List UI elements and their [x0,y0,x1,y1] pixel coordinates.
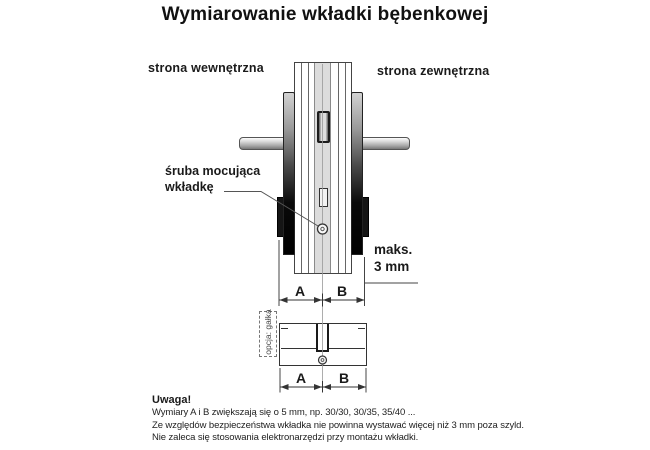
chamfer-line-right [358,328,365,329]
dimension-b-small: B [338,370,350,386]
max-protrusion-line1: maks. [374,242,413,257]
cylinder-channel [314,63,331,273]
screw-label-line2: wkładkę [165,179,214,194]
spindle-left [239,137,284,150]
note-heading: Uwaga! [152,394,192,406]
page-title: Wymiarowanie wkładki bębenkowej [161,4,489,25]
dimension-a-main: A [294,283,306,299]
dimension-b-main: B [336,283,348,299]
door-layer-line [345,63,346,273]
cylinder-slot [319,188,328,207]
door-layer-line [338,63,339,273]
note-line-3: Nie zaleca się stosowania elektronarzędzi przy montażu wkładki. [152,432,419,444]
cylinder-cam [317,111,330,143]
spindle-right [362,137,410,150]
note-line-1: Wymiary A i B zwiększają się o 5 mm, np. 30/30, 30/35, 35/40 ... [152,407,416,418]
chamfer-line-left [281,328,288,329]
outer-side-label: strona zewnętrzna [377,64,490,78]
max-protrusion-label [374,242,412,275]
knob-option-label: opcja: gałka [263,309,273,355]
screw-label-line1: śruba mocująca [165,164,261,178]
dimension-a-small: A [295,370,307,386]
max-protrusion-line2: 3 mm [374,258,410,274]
escutcheon-right [351,92,363,255]
escutcheon-left [283,92,295,255]
screw-label [165,164,260,195]
note-line-2: Ze względów bezpieczeństwa wkładka nie powinna wystawać więcej niż 3 mm poza szyld. [152,419,524,431]
door-layer-line [308,63,309,273]
inner-side-label: strona wewnętrzna [148,61,264,75]
door-layer-line [301,63,302,273]
cam-notch [316,324,329,352]
note-block [152,407,524,445]
